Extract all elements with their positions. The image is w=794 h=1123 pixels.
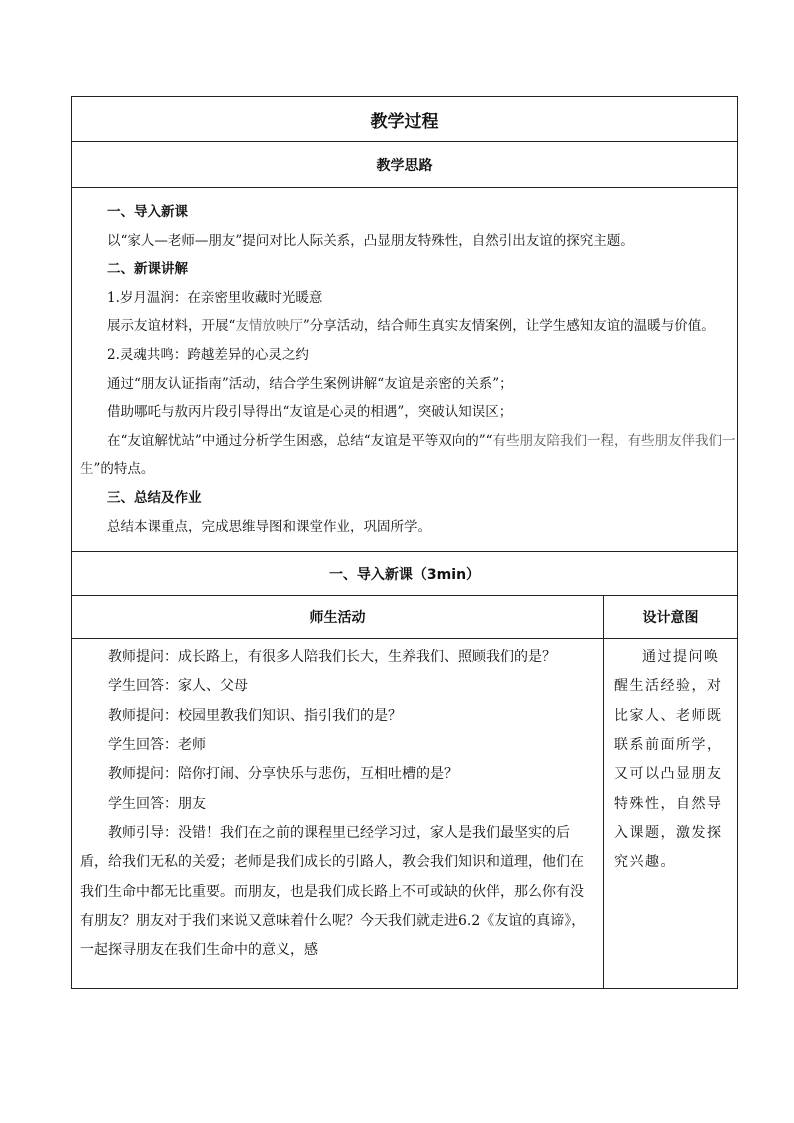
dialogue-line: 学生回答：家人、父母 [108,678,248,695]
subsection-text-2c: 在“友谊解忧站”中通过分析学生困惑，总结“友谊是平等双向的”“有些朋友陪我们一程，有些朋友伴我们一生”的特点。 [80,432,736,478]
dialogue-line: 学生回答：老师 [108,737,206,754]
subsection-heading-2: 2.灵魂共鸣：跨越差异的心灵之约 [107,346,309,363]
subsection-text-2b: 借助哪吒与敖丙片段引导得出“友谊是心灵的相遇”，突破认知误区； [107,404,513,421]
section-text-summary: 总结本课重点，完成思维导图和课堂作业，巩固所学。 [107,518,431,535]
dialogue-line: 学生回答：朋友 [108,795,206,812]
column-header-intent: 设计意图 [604,596,738,639]
lesson-process-table [71,96,738,989]
dialogue-line: 教师提问：成长路上，有很多人陪我们长大，生养我们、照顾我们的是？ [108,649,556,666]
dialogue-line: 教师提问：陪你打闹、分享快乐与悲伤，互相吐槽的是？ [108,766,458,783]
teaching-thinking-heading: 教学思路 [72,142,738,188]
subsection-text-2a: 通过“朋友认证指南”活动，结合学生案例讲解“友谊是亲密的关系”； [107,375,513,392]
section-heading-summary: 三、总结及作业 [107,489,202,506]
design-intent-text: 通过提问唤醒生活经验，对比家人、老师既联系前面所学，又可以凸显朋友特殊性，自然导入课题，激发探究兴趣。 [604,639,738,989]
subsection-heading-1: 1.岁月温润：在亲密里收藏时光暖意 [107,289,323,306]
column-header-activity: 师生活动 [72,596,604,639]
table-title: 教学过程 [72,97,738,142]
intro-section-title: 一、导入新课（3min） [72,552,738,596]
quote-highlight: 有些朋友陪我们一程，有些朋友伴我们一生 [80,432,736,478]
teaching-thinking-body [72,188,738,552]
dialogue-line: 教师提问：校园里教我们知识、指引我们的是？ [108,707,402,724]
section-heading-lecture: 二、新课讲解 [107,261,188,278]
activity-cell [72,639,604,989]
activity-dialogue [80,643,595,984]
section-text-intro: 以“家人—老师—朋友”提问对比人际关系，凸显朋友特殊性，自然引出友谊的探究主题。 [107,232,634,249]
dialogue-line: 教师引导：没错！我们在之前的课程里已经学习过，家人是我们最坚实的后盾，给我们无私的关爱；老师是我们成长的引路人，教会我们知识和道理，他们在我们生命中都无比重要。而朋友，也是我们成长路上不可或缺的伙伴，那么你有没有朋友？朋友对于我们来说又意味着什么呢？今天我们就走进6.2《友谊的真谛》，一起探寻朋友在我们生命中的意义，感 [80,824,586,959]
subsection-text-1: 展示友谊材料，开展“友情放映厅”分享活动，结合师生真实友情案例，让学生感知友谊的温暖与价值。 [107,318,715,335]
activity-name-highlight: 友情放映厅 [235,318,303,335]
section-heading-intro: 一、导入新课 [107,204,188,220]
